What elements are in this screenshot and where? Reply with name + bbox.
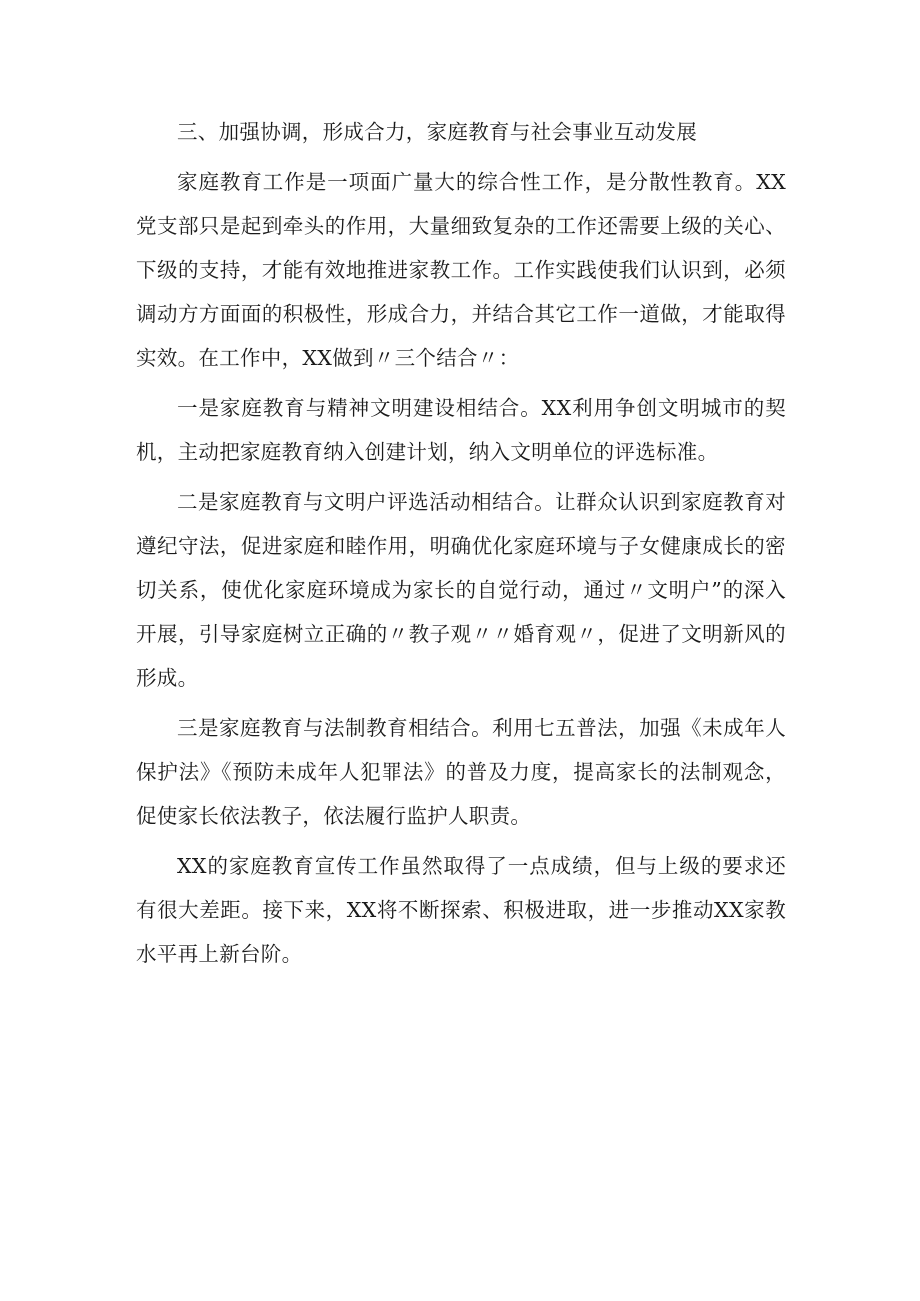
- paragraph-combination-2: 二是家庭教育与文明户评选活动相结合。让群众认识到家庭教育对遵纪守法，促进家庭和睦作用，明确优化家庭环境与子女健康成长的密切关系，使优化家庭环境成为家长的自觉行动，通过〃文明户”的深入开展，引导家庭树立正确的〃教子观〃〃婚育观〃，促进了文明新风的形成。: [136, 490, 786, 690]
- paragraph-intro: 家庭教育工作是一项面广量大的综合性工作，是分散性教育。XX党支部只是起到牵头的作用，大量细致复杂的工作还需要上级的关心、下级的支持，才能有效地推进家教工作。工作实践使我们认识到，必须调动方方面面的积极性，形成合力，并结合其它工作一道做，才能取得实效。在工作中，XX做到〃三个结合〃：: [136, 170, 786, 370]
- paragraph-conclusion: XX的家庭教育宣传工作虽然取得了一点成绩，但与上级的要求还有很大差距。接下来，XX将不断探索、积极进取，进一步推动XX家教水平再上新台阶。: [136, 854, 786, 966]
- paragraph-combination-3: 三是家庭教育与法制教育相结合。利用七五普法，加强《未成年人保护法》《预防未成年人犯罪法》的普及力度，提高家长的法制观念，促使家长依法教子，依法履行监护人职责。: [136, 716, 786, 828]
- paragraph-combination-1: 一是家庭教育与精神文明建设相结合。XX利用争创文明城市的契机，主动把家庭教育纳入创建计划，纳入文明单位的评选标准。: [136, 396, 786, 464]
- section-heading: 三、加强协调，形成合力，家庭教育与社会事业互动发展: [177, 120, 697, 144]
- document-body: [136, 110, 786, 982]
